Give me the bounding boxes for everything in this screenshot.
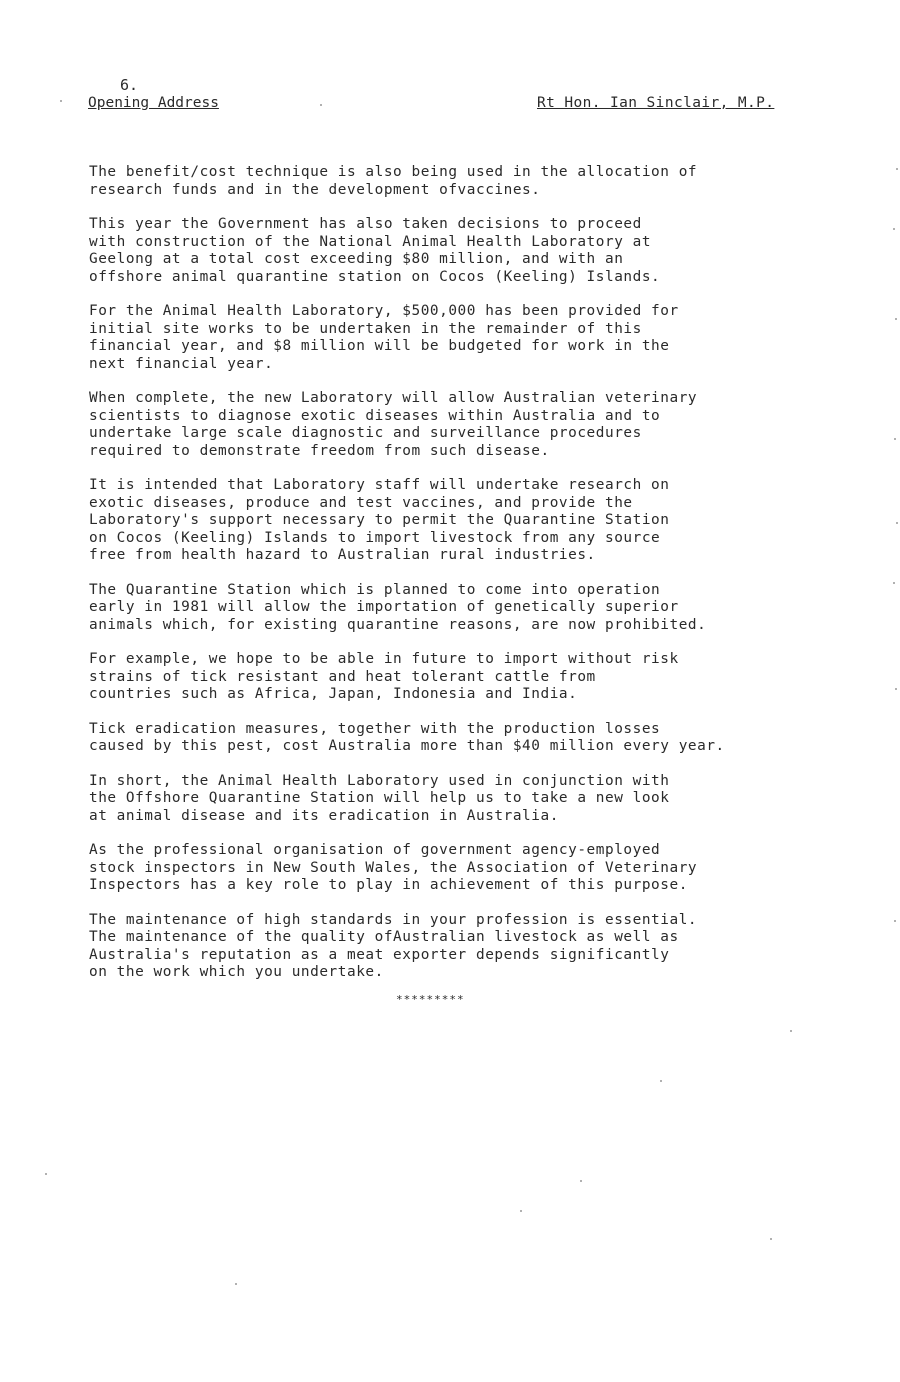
header-author-right: Rt Hon. Ian Sinclair, M.P. [537, 95, 775, 111]
paragraph: As the professional organisation of government agency-employed stock inspectors in New South Wales, the Association of Veterinary Inspectors has a key role to play in achievement of this purpose. [89, 842, 698, 893]
paragraph: The maintenance of high standards in your profession is essential. The maintenance of the quality ofAustralian livestock as well as Australia's reputation as a meat exporter depends significantly on the work which you undertake. [89, 911, 698, 980]
scan-speck [895, 688, 897, 690]
scan-speck [893, 228, 895, 230]
scan-speck [790, 1030, 792, 1032]
scan-speck [520, 1210, 522, 1212]
scan-speck [893, 582, 895, 584]
paragraph: This year the Government has also taken decisions to proceed with construction of the National Animal Health Laboratory at Geelong at a total cost exceeding $80 million, and with an offshore animal quarantine station on Cocos (Keeling) Islands. [89, 216, 661, 285]
header-title-left: Opening Address [88, 95, 219, 111]
scan-speck [580, 1180, 582, 1182]
paragraph: The benefit/cost technique is also being used in the allocation of research funds and in the development ofvaccines. [89, 164, 698, 198]
paragraph: For example, we hope to be able in future to import without risk strains of tick resistant and heat tolerant cattle from countries such as Africa, Japan, Indonesia and India. [89, 651, 679, 702]
scan-speck [770, 1238, 772, 1240]
document-body [89, 164, 829, 999]
scan-speck [60, 100, 62, 102]
end-mark: ********* [396, 993, 465, 1006]
scan-speck [660, 1080, 662, 1082]
paragraph: The Quarantine Station which is planned to come into operation early in 1981 will allow the importation of genetically superior animals which, for existing quarantine reasons, are now prohibited. [89, 581, 707, 633]
scan-speck [235, 1283, 237, 1285]
scan-speck [894, 438, 896, 440]
paragraph: Tick eradication measures, together with the production losses caused by this pest, cost Australia more than $40 million every year. [89, 720, 725, 754]
paragraph: When complete, the new Laboratory will allow Australian veterinary scientists to diagnose exotic diseases within Australia and to undertake large scale diagnostic and surveillance procedures required to demonstrate freedom from such disease. [89, 390, 698, 459]
page-number: 6. [120, 76, 139, 94]
paragraph: In short, the Animal Health Laboratory used in conjunction with the Offshore Quarantine Station will help us to take a new look at animal disease and its eradication in Australia. [89, 772, 670, 824]
paragraph: It is intended that Laboratory staff will undertake research on exotic diseases, produce and test vaccines, and provide the Laboratory's support necessary to permit the Quarantine Station on Cocos (Keeling) Islands to import livestock from any source free from health hazard to Australian rural industries. [89, 477, 670, 563]
scan-speck [896, 522, 898, 524]
scan-speck [320, 104, 322, 106]
scan-speck [895, 318, 897, 320]
paragraph: For the Animal Health Laboratory, $500,000 has been provided for initial site works to be undertaken in the remainder of this financial year, and $8 million will be budgeted for work in the next financial year. [89, 303, 679, 372]
scan-speck [45, 1173, 47, 1175]
scan-speck [894, 920, 896, 922]
scan-speck [896, 168, 898, 170]
